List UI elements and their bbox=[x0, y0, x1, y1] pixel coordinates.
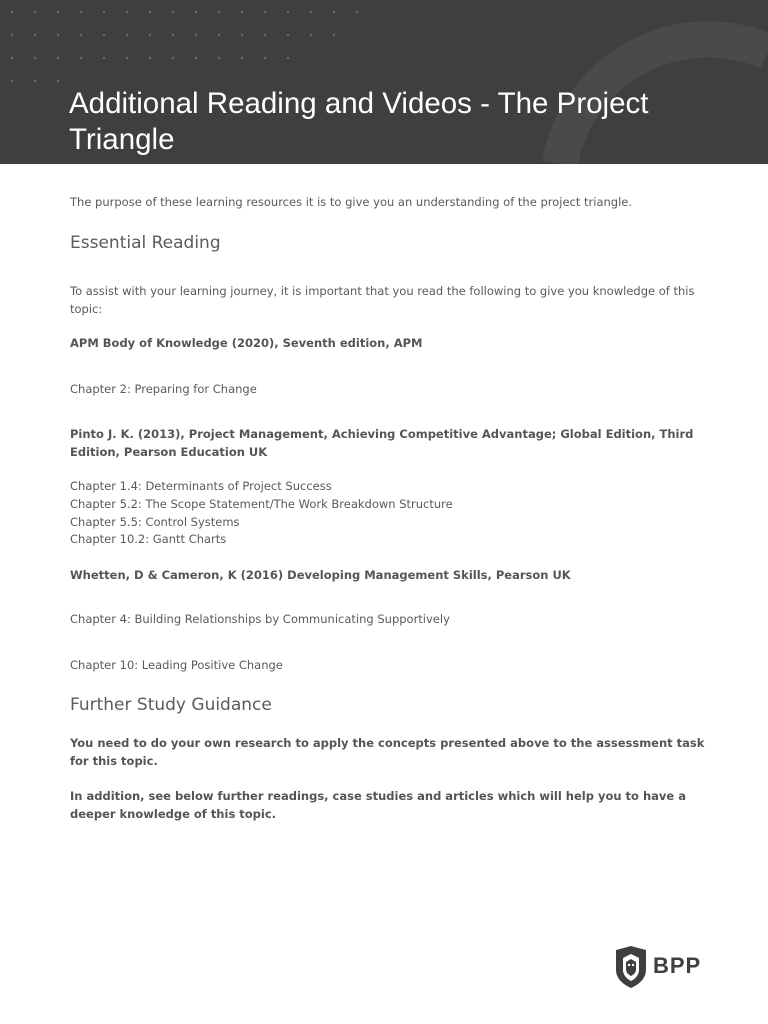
source-title: APM Body of Knowledge (2020), Seventh edition, APM bbox=[70, 336, 423, 350]
chapter-item: Chapter 5.2: The Scope Statement/The Work Breakdown Structure bbox=[70, 497, 453, 511]
logo-text: BPP bbox=[653, 953, 702, 978]
chapter-item: Chapter 5.5: Control Systems bbox=[70, 515, 240, 529]
chapter-item: Chapter 10: Leading Positive Change bbox=[70, 658, 283, 672]
source-title: Whetten, D & Cameron, K (2016) Developing Management Skills, Pearson UK bbox=[70, 568, 571, 582]
further-study-paragraph: You need to do your own research to apply the concepts presented above to the assessment task for this topic. bbox=[70, 736, 705, 768]
essential-reading-intro: To assist with your learning journey, it is important that you read the following to give you knowledge of this topic: bbox=[70, 284, 695, 316]
chapter-item: Chapter 2: Preparing for Change bbox=[70, 382, 257, 396]
source-title: Pinto J. K. (2013), Project Management, Achieving Competitive Advantage; Global Edition, Third Edition, Pearson Education UK bbox=[70, 427, 694, 459]
page-title: Additional Reading and Videos - The Project Triangle bbox=[69, 87, 649, 156]
chapter-item: Chapter 4: Building Relationships by Communicating Supportively bbox=[70, 612, 450, 626]
header-banner bbox=[0, 0, 768, 164]
lion-shield-icon bbox=[613, 946, 649, 988]
essential-reading-heading: Essential Reading bbox=[70, 233, 221, 253]
chapter-item: Chapter 10.2: Gantt Charts bbox=[70, 532, 227, 546]
further-study-heading: Further Study Guidance bbox=[70, 695, 272, 715]
bpp-logo bbox=[613, 946, 713, 988]
further-study-paragraph: In addition, see below further readings, case studies and articles which will help you to have a deeper knowledge of this topic. bbox=[70, 789, 686, 821]
chapter-item: Chapter 1.4: Determinants of Project Success bbox=[70, 479, 332, 493]
intro-text: The purpose of these learning resources it is to give you an understanding of the project triangle. bbox=[70, 195, 633, 209]
